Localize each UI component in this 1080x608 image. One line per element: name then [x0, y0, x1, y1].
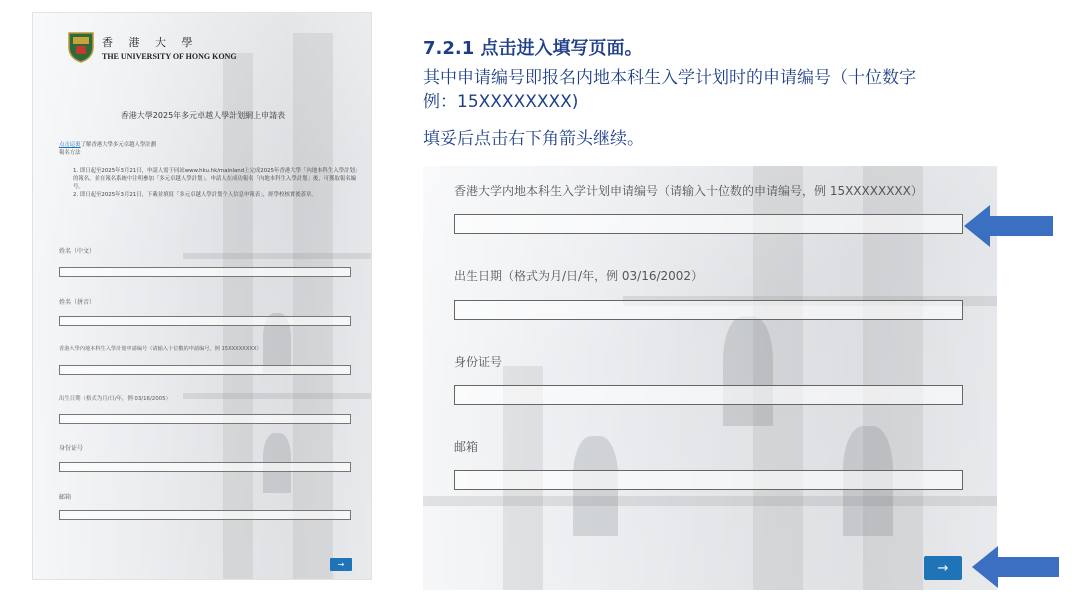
- field-label-birth-date: 出生日期（格式为月/日/年，例 03/16/2005）: [59, 396, 171, 402]
- next-button[interactable]: [924, 556, 962, 580]
- step-item: 1. 即日起至2025年3月21日，申請人需于同站www.hku.hk/mainland上完成2025年香港大學「內地本科生入學計划」的報名，並在報名系統中注明參加「多元卓越人學計划」。申請人在成功報名「內地本科生入學計划」後，可獲取報名編号。: [73, 168, 358, 190]
- id-number-input[interactable]: [59, 462, 351, 472]
- hku-logo: [68, 31, 237, 63]
- id-number-input[interactable]: [454, 385, 963, 405]
- pointer-arrow-left-icon: [964, 205, 1054, 247]
- name-chinese-input[interactable]: [59, 267, 351, 277]
- instruction-line: 填妥后点击右下角箭头继续。: [423, 129, 644, 149]
- info-link[interactable]: 点击這裏: [59, 142, 81, 148]
- step-item: 2. 即日起至2025年3月21日，下載並填寫「多元卓越人學計划个人信息申報表」，經學校核實後蓋章。: [73, 192, 317, 198]
- university-name-chinese: 香 港 大 學: [102, 35, 199, 49]
- instruction-line: 其中申请编号即报名内地本科生入学计划时的申请编号（十位数字: [423, 68, 916, 88]
- application-form-screenshot: [32, 12, 372, 580]
- intro-subtitle: 報名方法: [59, 150, 81, 156]
- application-number-input[interactable]: [454, 214, 963, 234]
- form-intro: [59, 141, 359, 199]
- instruction-line: 例：15XXXXXXXX): [423, 92, 579, 112]
- step-heading: 7.2.1 点击进入填写页面。: [423, 38, 643, 59]
- email-input[interactable]: [454, 470, 963, 490]
- pointer-arrow-left-icon: [972, 546, 1060, 588]
- name-pinyin-input[interactable]: [59, 316, 351, 326]
- birth-date-input[interactable]: [454, 300, 963, 320]
- field-label-id-number: 身份证号: [59, 445, 84, 452]
- field-label-name-pinyin: 姓名（拼音）: [59, 299, 96, 306]
- field-label-name-chinese: 姓名（中文）: [59, 248, 96, 255]
- next-button[interactable]: [330, 558, 352, 571]
- field-label-email: 邮箱: [454, 440, 479, 454]
- application-number-input[interactable]: [59, 365, 351, 375]
- form-title: 香港大學2025年多元卓越人學計划網上申請表: [120, 111, 286, 120]
- field-label-id-number: 身份证号: [454, 355, 503, 369]
- intro-text: 了解香港大學多元卓越人學計劃: [80, 142, 157, 148]
- field-label-application-number: 香港大学内地本科生入学计划申请编号（请输入十位数的申请编号，例 15XXXXXXXX）: [454, 184, 923, 198]
- arrow-right-icon: →: [337, 560, 345, 569]
- field-label-application-number: 香港大學內地本科生入學計划申請编号（请输入十位數的申請编号，例 15XXXXXXXX）: [59, 346, 262, 352]
- field-label-birth-date: 出生日期（格式为月/日/年，例 03/16/2002）: [454, 269, 704, 283]
- email-input[interactable]: [59, 510, 351, 520]
- birth-date-input[interactable]: [59, 414, 351, 424]
- hku-crest-icon: [68, 31, 94, 63]
- zoomed-form-screenshot: [423, 166, 997, 590]
- arrow-right-icon: →: [937, 560, 949, 576]
- field-label-email: 邮箱: [59, 494, 72, 501]
- university-name-english: THE UNIVERSITY OF HONG KONG: [102, 51, 237, 61]
